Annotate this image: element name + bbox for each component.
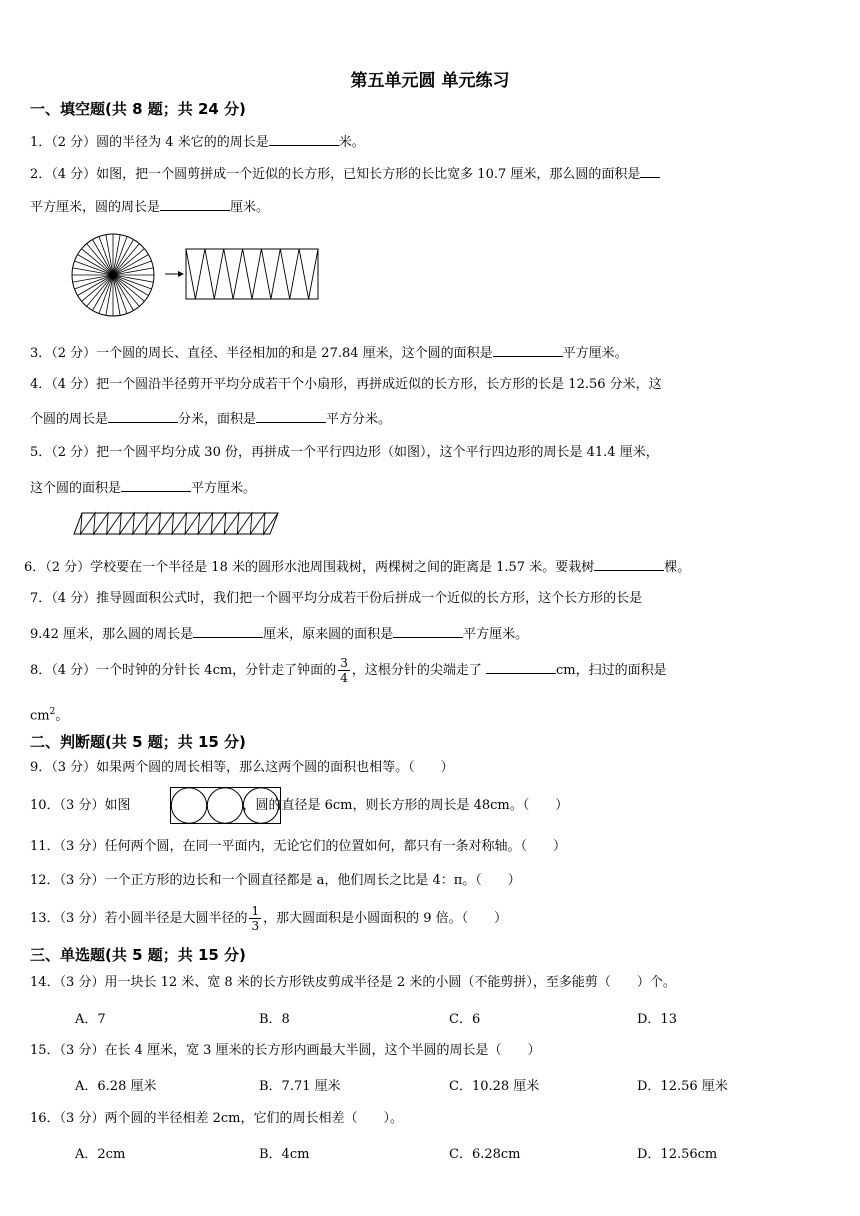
- answer-blank[interactable]: [121, 477, 191, 492]
- section-true-false: 二、判断题(共 5 题；共 15 分): [30, 733, 246, 751]
- q14-option-a[interactable]: A．7: [75, 1012, 106, 1027]
- answer-blank[interactable]: [108, 408, 178, 423]
- parallelogram-figure: [74, 512, 294, 542]
- answer-blank[interactable]: [256, 408, 326, 423]
- question-12: 12．（3 分）一个正方形的边长和一个圆直径都是 a，他们周长之比是 4：π。（ ）: [30, 873, 521, 888]
- q2-text: 2．（4 分）如图，把一个圆剪拼成一个近似的长方形，已知长方形的长比宽多 10.7 厘米，那么圆的面积是: [30, 167, 641, 182]
- q6-text: 6．（2 分）学校要在一个半径是 18 米的圆形水池周围栽树，两棵树之间的距离是 1.57 米。要栽树: [24, 560, 595, 575]
- q15-option-b[interactable]: B．7.71 厘米: [259, 1079, 341, 1094]
- q10-text-2: ，圆的直径是 6cm，则长方形的周长是 48cm。（ ）: [242, 798, 569, 813]
- q14-option-d[interactable]: D．13: [637, 1012, 677, 1027]
- answer-blank[interactable]: [486, 659, 556, 674]
- fraction-numerator: 3: [340, 656, 348, 670]
- q7-text-2: 9.42 厘米，那么圆的周长是: [30, 627, 194, 642]
- page-title: 第五单元圆 单元练习: [350, 71, 510, 91]
- question-13: [30, 904, 507, 934]
- question-14: 14．（3 分）用一块长 12 米、宽 8 米的长方形铁皮剪成半径是 2 米的小圆（不能剪拼），至多能剪（ ）个。: [30, 975, 676, 990]
- q2-text-2: 平方厘米，圆的周长是: [30, 200, 161, 215]
- q14-option-b[interactable]: B．8: [259, 1012, 290, 1027]
- q13-text-2: ，那大圆面积是小圆面积的 9 倍。（ ）: [263, 911, 508, 926]
- question-16: 16．（3 分）两个圆的半径相差 2cm，它们的周长相差（ ）。: [30, 1111, 403, 1126]
- q16-option-d[interactable]: D．12.56cm: [637, 1147, 718, 1162]
- question-15: 15．（3 分）在长 4 厘米，宽 3 厘米的长方形内画最大半圆，这个半圆的周长是（ ）: [30, 1043, 541, 1058]
- answer-blank[interactable]: [493, 342, 563, 357]
- question-5-cont: [30, 477, 256, 498]
- q4-unit: 平方分米。: [326, 412, 392, 427]
- section-fill-blank: 一、填空题(共 8 题；共 24 分): [30, 100, 246, 118]
- q2-unit: 厘米。: [230, 200, 270, 215]
- question-7: [30, 590, 642, 608]
- question-4: [30, 376, 662, 394]
- fraction-denominator: 3: [251, 919, 260, 933]
- circle-to-rectangle-figure: [70, 233, 330, 323]
- question-1: [30, 131, 365, 152]
- q4-text: 4．（4 分）把一个圆沿半径剪开平均分成若干个小扇形，再拼成近似的长方形，长方形的长是 12.56 分米，这: [30, 377, 662, 392]
- fraction-three-quarters: [338, 656, 350, 685]
- parallelogram-outline: [74, 513, 278, 534]
- approx-rectangle: [186, 249, 318, 299]
- q3-unit: 平方厘米。: [562, 346, 628, 361]
- fraction-denominator: 4: [340, 671, 348, 685]
- q5-text: 5．（2 分）把一个圆平均分成 30 份，再拼成一个平行四边形（如图），这个平行四边形的周长是 41.4 厘米，: [30, 445, 659, 460]
- question-8: [30, 656, 667, 686]
- q8-end: 。: [55, 708, 69, 724]
- q15-option-a[interactable]: A．6.28 厘米: [75, 1079, 157, 1094]
- answer-blank[interactable]: [594, 556, 664, 571]
- question-5: [30, 444, 659, 462]
- question-8-cont: [30, 703, 68, 725]
- q8-unit: cm: [30, 708, 50, 724]
- q16-option-b[interactable]: B．4cm: [259, 1147, 310, 1162]
- q7-unit: 平方厘米。: [463, 627, 529, 642]
- q4-text-2: 个圆的周长是: [30, 412, 109, 427]
- q10-text: 10．（3 分）如图: [30, 798, 131, 813]
- question-4-cont: [30, 408, 391, 429]
- arrow-icon: [165, 271, 184, 277]
- q16-option-a[interactable]: A．2cm: [75, 1147, 126, 1162]
- inner-circle: [171, 788, 206, 823]
- q5-text-2: 这个圆的面积是: [30, 481, 122, 496]
- q8-text-2: ，这根分针的尖端走了: [351, 663, 486, 678]
- section-single-choice: 三、单选题(共 5 题；共 15 分): [30, 946, 246, 964]
- question-2-cont: [30, 196, 269, 217]
- question-10: [30, 797, 568, 815]
- answer-blank[interactable]: [393, 623, 463, 638]
- enclosing-rectangle: [171, 788, 281, 824]
- parallelogram-zigzag: [81, 513, 279, 534]
- q15-option-c[interactable]: C．10.28 厘米: [449, 1079, 540, 1094]
- q7-text: 7．（4 分）推导圆面积公式时，我们把一个圆平均分成若干份后拼成一个近似的长方形，这个长方形的长是: [30, 591, 643, 606]
- three-circles-figure: [170, 787, 282, 825]
- q1-text: 1．（2 分）圆的半径为 4 米它的的周长是: [30, 135, 269, 150]
- zigzag-line: [186, 249, 318, 299]
- answer-blank[interactable]: [193, 623, 263, 638]
- question-11: 11．（3 分）任何两个圆，在同一平面内，无论它们的位置如何，都只有一条对称轴。（ ）: [30, 839, 566, 854]
- question-2: [30, 163, 660, 184]
- q13-text: 13．（3 分）若小圆半径是大圆半径的: [30, 911, 248, 926]
- q4-text-3: 分米，面积是: [178, 412, 257, 427]
- question-9: 9．（3 分）如果两个圆的周长相等，那么这两个圆的面积也相等。（ ）: [30, 760, 454, 775]
- fraction-numerator: 1: [251, 904, 260, 918]
- q16-option-c[interactable]: C．6.28cm: [449, 1147, 521, 1162]
- question-7-cont: [30, 623, 528, 644]
- answer-blank[interactable]: [160, 196, 230, 211]
- q1-unit: 米。: [338, 135, 365, 150]
- q7-text-3: 厘米，原来圆的面积是: [263, 627, 394, 642]
- answer-blank[interactable]: [640, 163, 660, 178]
- question-3: [30, 342, 628, 363]
- q5-unit: 平方厘米。: [191, 481, 257, 496]
- answer-blank[interactable]: [269, 131, 339, 146]
- rectangle-outline: [186, 249, 318, 299]
- fraction-one-third: [249, 904, 261, 933]
- question-6: [24, 556, 690, 577]
- q14-option-c[interactable]: C．6: [449, 1012, 481, 1027]
- q3-text: 3．（2 分）一个圆的周长、直径、半径相加的和是 27.84 厘米，这个圆的面积是: [30, 346, 493, 361]
- inner-circle: [243, 788, 278, 823]
- q8-text-3: cm，扫过的面积是: [555, 663, 667, 678]
- sectored-circle: [72, 234, 154, 316]
- q15-option-d[interactable]: D．12.56 厘米: [637, 1079, 728, 1094]
- q6-unit: 棵。: [664, 560, 691, 575]
- circle-center: [110, 272, 116, 278]
- q8-text: 8．（4 分）一个时钟的分针长 4cm，分针走了钟面的: [30, 663, 337, 678]
- q8-superscript: 2: [49, 707, 56, 717]
- inner-circle: [207, 788, 242, 823]
